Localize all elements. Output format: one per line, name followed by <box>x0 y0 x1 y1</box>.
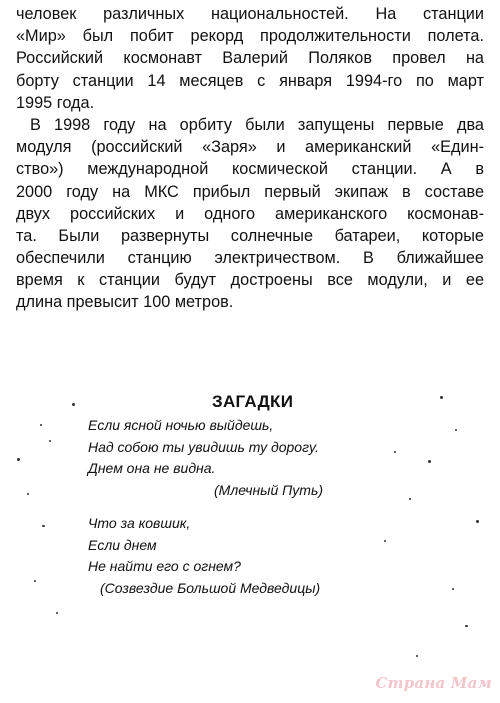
scan-speck <box>409 498 411 500</box>
scan-speck <box>34 580 36 582</box>
article-line: «Мир» был побит рекорд продолжительности полета. <box>16 27 484 46</box>
scan-speck <box>452 588 454 590</box>
article-line: время к станции будут достроены все модули, и ее <box>16 271 484 290</box>
article-line: 1995 года. <box>16 93 95 112</box>
scan-speck <box>465 625 468 627</box>
article-line: ство») международной космической станции. А в <box>16 160 484 179</box>
riddle-line: Если ясной ночью выйдешь, <box>88 417 274 433</box>
riddle-line: Не найти его с огнем? <box>88 558 241 575</box>
scan-speck <box>394 451 396 453</box>
riddle <box>88 415 323 501</box>
article-line: Российский космонавт Валерий Поляков провел на <box>16 49 484 68</box>
article-line: борту станции 14 месяцев с января 1994-го по март <box>16 71 484 90</box>
scan-speck <box>428 460 431 463</box>
article-line: двух российских и одного американского космонав- <box>16 204 484 223</box>
scan-speck <box>455 429 457 431</box>
scan-speck <box>27 493 29 495</box>
article-line: та. Были развернуты солнечные батареи, которые <box>16 226 484 245</box>
watermark-logo: Страна Мам <box>375 674 492 692</box>
scan-speck <box>42 525 45 527</box>
article-line: В 1998 году на орбиту были запущены первые два <box>30 115 484 134</box>
scan-speck <box>49 440 51 442</box>
scan-speck <box>40 424 42 426</box>
riddle-answer: (Созвездие Большой Медведицы) <box>100 579 321 596</box>
article-line: длина превысит 100 метров. <box>16 293 234 312</box>
riddle <box>88 513 320 599</box>
article-line: 2000 году на МКС прибыл первый экипаж в составе <box>16 182 484 201</box>
article-line: модуля (российский «Заря» и американский «Един- <box>16 138 484 157</box>
riddle-line: Если днем <box>88 536 157 553</box>
scan-speck <box>72 403 75 406</box>
scan-speck <box>56 612 58 614</box>
article-text <box>16 3 484 314</box>
riddle-answer: (Млечный Путь) <box>214 481 323 498</box>
scan-speck <box>416 655 418 657</box>
article-line: обеспечили станцию электричеством. В ближайшее <box>16 249 484 268</box>
scan-speck <box>476 520 479 523</box>
scan-speck <box>384 540 386 542</box>
riddle-line: Днем она не видна. <box>88 460 216 477</box>
riddle-line: Что за ковшик, <box>88 515 191 531</box>
riddles-heading: ЗАГАДКИ <box>212 392 294 411</box>
scan-speck <box>17 458 20 461</box>
riddle-line: Над собою ты увидишь ту дорогу. <box>88 438 319 455</box>
article-line: человек различных национальностей. На станции <box>16 5 484 23</box>
scan-speck <box>440 396 443 399</box>
